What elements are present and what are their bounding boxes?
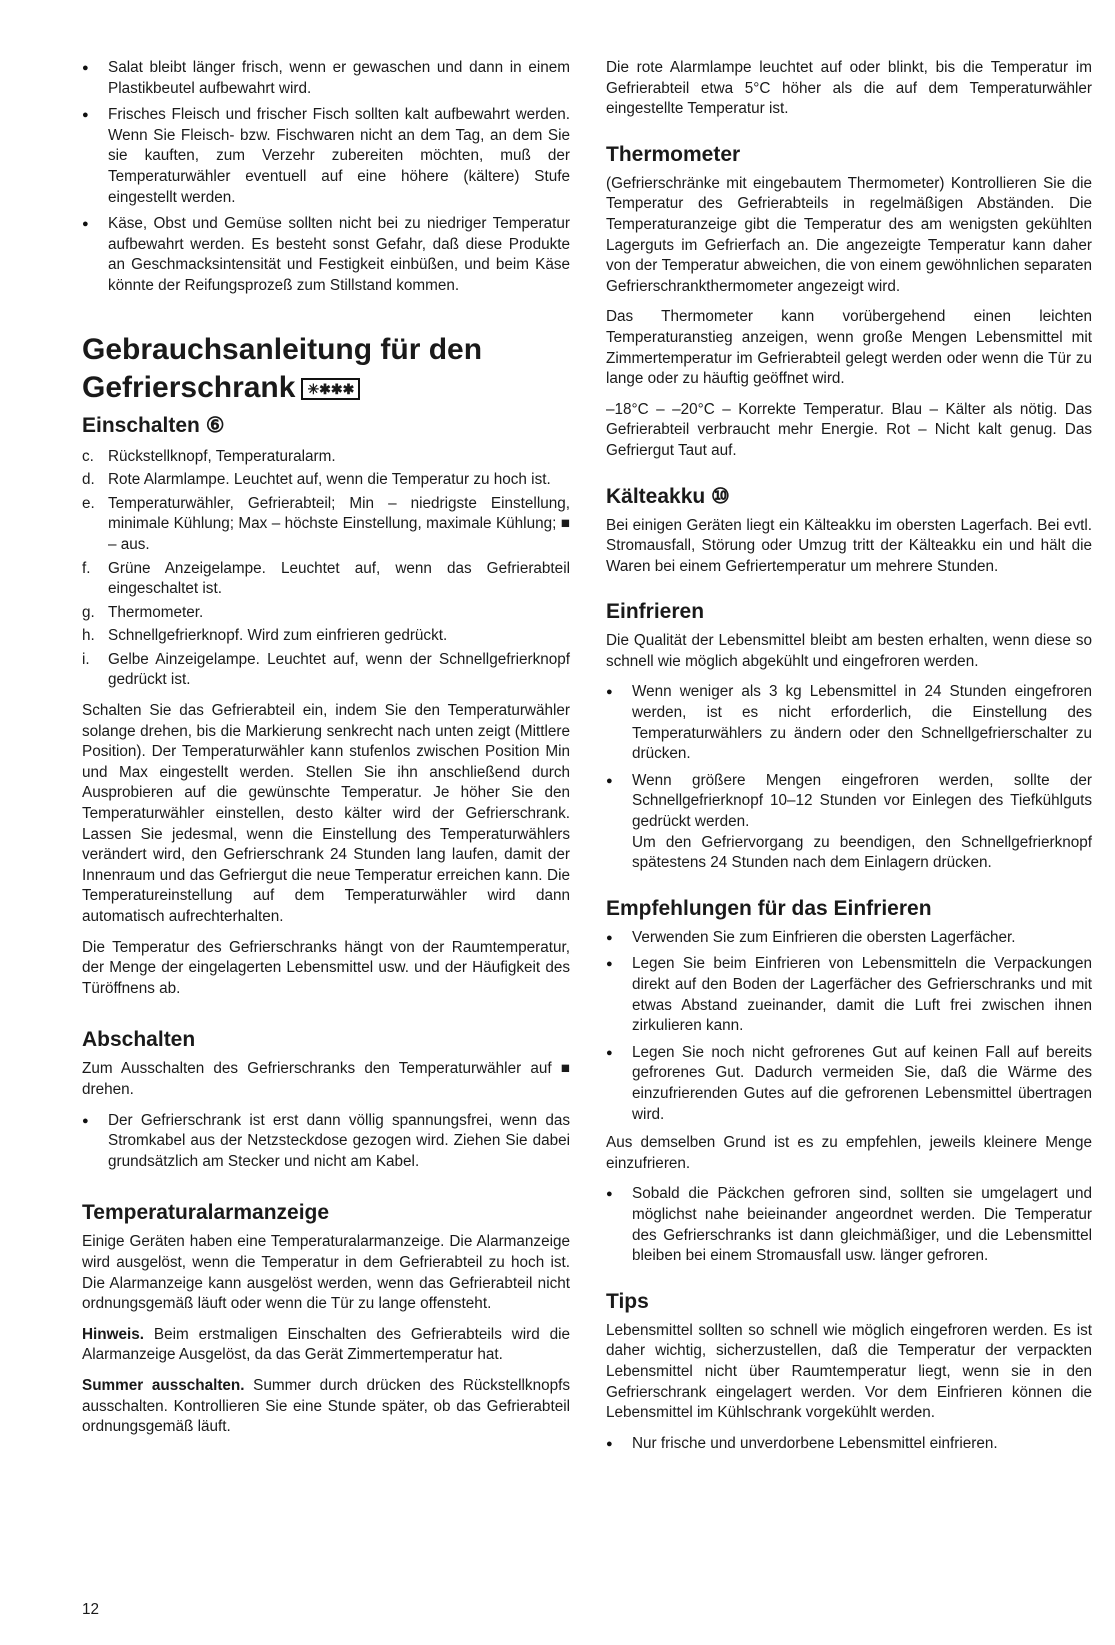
page-number: 12	[82, 1601, 100, 1618]
section-heading-kaelteakku: Kälteakku ⑩	[606, 484, 730, 508]
freezer-star-rating-icon: ✳✱✱✱	[301, 378, 360, 400]
temperaturalarm-paragraph: Einige Geräten haben eine Temperaturalarmanzeige. Die Alarmanzeige wird ausgelöst, wenn die Temperatur in dem Gefrierabteil zu hoch ist. Die Alarmanzeige kann ausgelöst werden, wenn das Gefrierabteil nicht ordnungsgemäß läuft oder wenn die Tür zu lange offensteht.	[82, 1233, 570, 1313]
list-item: ● Nur frische und unverdorbene Lebensmittel einfrieren.	[606, 1434, 1092, 1455]
einschalten-paragraph-1: Schalten Sie das Gefrierabteil ein, indem Sie den Temperaturwähler solange drehen, bis die Markierung senkrecht nach unten zeigt (Mittlere Position). Der Temperaturwähler kann stufenlos zwischen Position Min und Max eingestellt werden. Stellen Sie ihn anschließend durch Ausprobieren auf die gewünschte Temperatur. Je höher Sie den Temperaturwähler einstellen, desto kälter wird der Gefrierschrank. Lassen Sie jedesmal, wenn die Einstellung des Temperaturwählers verändert wird, den Gefrierschrank 24 Stunden lang laufen, damit der Innenraum und das Gefriergut die neue Temperatur erreichen kann. Die Temperatureinstellung auf dem Temperaturwähler wird dann automatisch aufrechterhalten.	[82, 702, 570, 925]
empfehlungen-bullet-list-2	[606, 1184, 1092, 1266]
list-item: ● Wenn weniger als 3 kg Lebensmittel in 24 Stunden eingefroren werden, ist es nicht erforderlich, die Einstellung des Temperaturwählers zu ändern oder den Schnellgefrierschalter zu drücken.	[606, 682, 1092, 764]
list-item: ● Salat bleibt länger frisch, wenn er gewaschen und dann in einem Plastikbeutel aufbewahrt wird.	[82, 58, 570, 99]
control-legend-list	[82, 447, 570, 692]
list-item: f. Grüne Anzeigelampe. Leuchtet auf, wenn das Gefrierabteil eingeschaltet ist.	[82, 559, 570, 598]
tips-paragraph: Lebensmittel sollten so schnell wie möglich eingefroren werden. Es ist daher wichtig, sicherzustellen, daß die Temperatur der verpackten Lebensmittel nicht über Raumtemperatur liegt, wenn sie in den Gefrierschrank eingelagert werden. Vor dem Einfrieren können die Lebensmittel im Kühlschrank vorgekühlt werden.	[606, 1321, 1092, 1422]
left-column	[82, 58, 570, 1448]
alarm-lamp-paragraph: Die rote Alarmlampe leuchtet auf oder blinkt, bis die Temperatur im Gefrierabteil etwa 5°C höher als die auf dem Temperaturwähler eingestellte Temperatur ist.	[606, 59, 1092, 118]
kaelteakku-paragraph: Bei einigen Geräten liegt ein Kälteakku im obersten Lagerfach. Bei evtl. Stromausfall, Störung oder Umzug tritt der Kälteakku ein und hält die Waren bei einem Gefriertemperatur um mehrere Stunden.	[606, 516, 1092, 575]
list-item: d. Rote Alarmlampe. Leuchtet auf, wenn die Temperatur zu hoch ist.	[82, 471, 551, 489]
thermometer-paragraph-3: –18°C – –20°C – Korrekte Temperatur. Blau – Kälter als nötig. Das Gefrierabteil verbraucht mehr Energie. Rot – Nicht kalt genug. Das Gefriergut Taut auf.	[606, 400, 1092, 459]
list-item: c. Rückstellknopf, Temperaturalarm.	[82, 447, 336, 465]
list-item: ● Legen Sie noch nicht gefrorenes Gut auf keinen Fall auf bereits gefrorenes Gut. Dadurch vermeiden Sie, daß die Wärme des einzufrierenden Gutes auf die gefrorenen Lebensmittel übertragen wird.	[606, 1043, 1092, 1125]
summer-paragraph: Summer ausschalten. Summer durch drücken des Rückstellknopfs ausschalten. Kontrollieren Sie eine Stunde später, ob das Gefrierabteil ordnungsgemäß läuft.	[82, 1376, 570, 1436]
einfrieren-paragraph: Die Qualität der Lebensmittel bleibt am besten erhalten, wenn diese so schnell wie möglich abgekühlt und eingefroren werden.	[606, 632, 1092, 670]
list-item: h. Schnellgefrierknopf. Wird zum einfrieren gedrückt.	[82, 627, 448, 645]
abschalten-paragraph: Zum Ausschalten des Gefrierschranks den Temperaturwähler auf ■ drehen.	[82, 1060, 570, 1098]
list-item: e. Temperaturwähler, Gefrierabteil; Min – niedrigste Einstellung, minimale Kühlung; Max – höchste Einstellung, maximale Kühlung; ■ – aus.	[82, 494, 570, 553]
list-item: ● Der Gefrierschrank ist erst dann völlig spannungsfrei, wenn das Stromkabel aus der Netzsteckdose gezogen wird. Ziehen Sie dabei grundsätzlich am Stecker und nicht am Kabel.	[82, 1111, 570, 1173]
page-title-line2: Gefrierschrank	[82, 370, 296, 404]
section-heading-empfehlungen: Empfehlungen für das Einfrieren	[606, 896, 932, 920]
thermometer-paragraph-2: Das Thermometer kann vorübergehend einen leichten Temperaturanstieg anzeigen, wenn große Mengen Lebensmittel mit Zimmertemperatur im Gefrierabteil gelegt werden oder wenn die Tür zu lange oder zu häuftig geöffnet wird.	[606, 308, 1092, 388]
hinweis-label: Hinweis.	[82, 1325, 145, 1343]
section-heading-temperaturalarm: Temperaturalarmanzeige	[82, 1201, 330, 1225]
einschalten-paragraph-2: Die Temperatur des Gefrierschranks hängt von der Raumtemperatur, der Menge der eingelagerten Lebensmittel usw. und der Häufigkeit des Türöffnens ab.	[82, 938, 570, 997]
summer-label: Summer ausschalten.	[82, 1376, 245, 1394]
section-heading-thermometer: Thermometer	[606, 142, 741, 166]
right-column	[606, 58, 1092, 1462]
list-item: ● Sobald die Päckchen gefroren sind, sollten sie umgelagert und möglichst nahe beieinander angeordnet werden. Die Temperatur des Gefrierschranks ist dann gleichmäßiger, und die Lebensmittel bleiben bei einem Stromausfall usw. länger gefroren.	[606, 1184, 1092, 1266]
list-item: ● Verwenden Sie zum Einfrieren die obersten Lagerfächer.	[606, 928, 1092, 949]
section-heading-abschalten: Abschalten	[82, 1028, 196, 1052]
list-item: ● Wenn größere Mengen eingefroren werden, sollte der Schnellgefrierknopf 10–12 Stunden vor Einlegen des Tiefkühlguts gedrückt werden. Um den Gefriervorgang zu beendigen, den Schnellgefrierknopf spätestens 24 Stunden nach dem Einlagern drücken.	[606, 771, 1092, 874]
hinweis-paragraph: Hinweis. Beim erstmaligen Einschalten des Gefrierabteils wird die Alarmanzeige Ausgelöst, da das Gerät Zimmertemperatur hat.	[82, 1325, 570, 1364]
section-heading-einfrieren: Einfrieren	[606, 600, 705, 624]
list-item: ● Frisches Fleisch und frischer Fisch sollten kalt aufbewahrt werden. Wenn Sie Fleisch- bzw. Fischwaren nicht an dem Tag, an dem Sie sie kauften, zum Verzehr zubereiten möchten, muß der Temperaturwähler eventuell auf eine höhere (kältere) Stufe eingestellt werden.	[82, 105, 570, 208]
tips-bullet-list	[606, 1434, 1092, 1455]
section-heading-einschalten: Einschalten ⑥	[82, 413, 225, 437]
list-item: ● Käse, Obst und Gemüse sollten nicht bei zu niedriger Temperatur aufbewahrt werden. Es besteht sonst Gefahr, daß diese Produkte an Geschmacksintensität und Festigkeit einbüßen, und beim Käse könnte der Reifungsprozeß zum Stillstand kommen.	[82, 214, 570, 296]
empfehlungen-paragraph: Aus demselben Grund ist es zu empfehlen, jeweils kleinere Menge einzufrieren.	[606, 1134, 1092, 1172]
einfrieren-bullet-list	[606, 682, 1092, 873]
list-item: i. Gelbe Ainzeigelampe. Leuchtet auf, wenn der Schnellgefrierknopf gedrückt ist.	[82, 650, 570, 689]
thermometer-paragraph-1: (Gefrierschränke mit eingebautem Thermometer) Kontrollieren Sie die Temperatur des Gefrierabteils in regelmäßigen Abständen. Die Temperaturanzeige gibt die Temperatur des am wenigsten gekühlten Lagerguts im Gefrierfach an. Die angezeigte Temperatur kann daher von der Temperatur abweichen, die von einem gewöhnlichen separaten Gefrierschrankthermometer angezeigt wird.	[606, 174, 1092, 295]
intro-bullet-list	[82, 58, 570, 297]
page-title	[82, 331, 570, 407]
list-item: ● Legen Sie beim Einfrieren von Lebensmitteln die Verpackungen direkt auf den Boden der Lagerfächer des Gefrierschranks und mit etwas Abstand zueinander, damit die Luft frei zwischen ihnen zirkulieren kann.	[606, 954, 1092, 1036]
empfehlungen-bullet-list	[606, 928, 1092, 1125]
page-title-line1: Gebrauchsanleitung für den	[82, 332, 483, 366]
list-item: g. Thermometer.	[82, 603, 204, 621]
section-heading-tips: Tips	[606, 1289, 649, 1313]
abschalten-bullet-list	[82, 1111, 570, 1173]
